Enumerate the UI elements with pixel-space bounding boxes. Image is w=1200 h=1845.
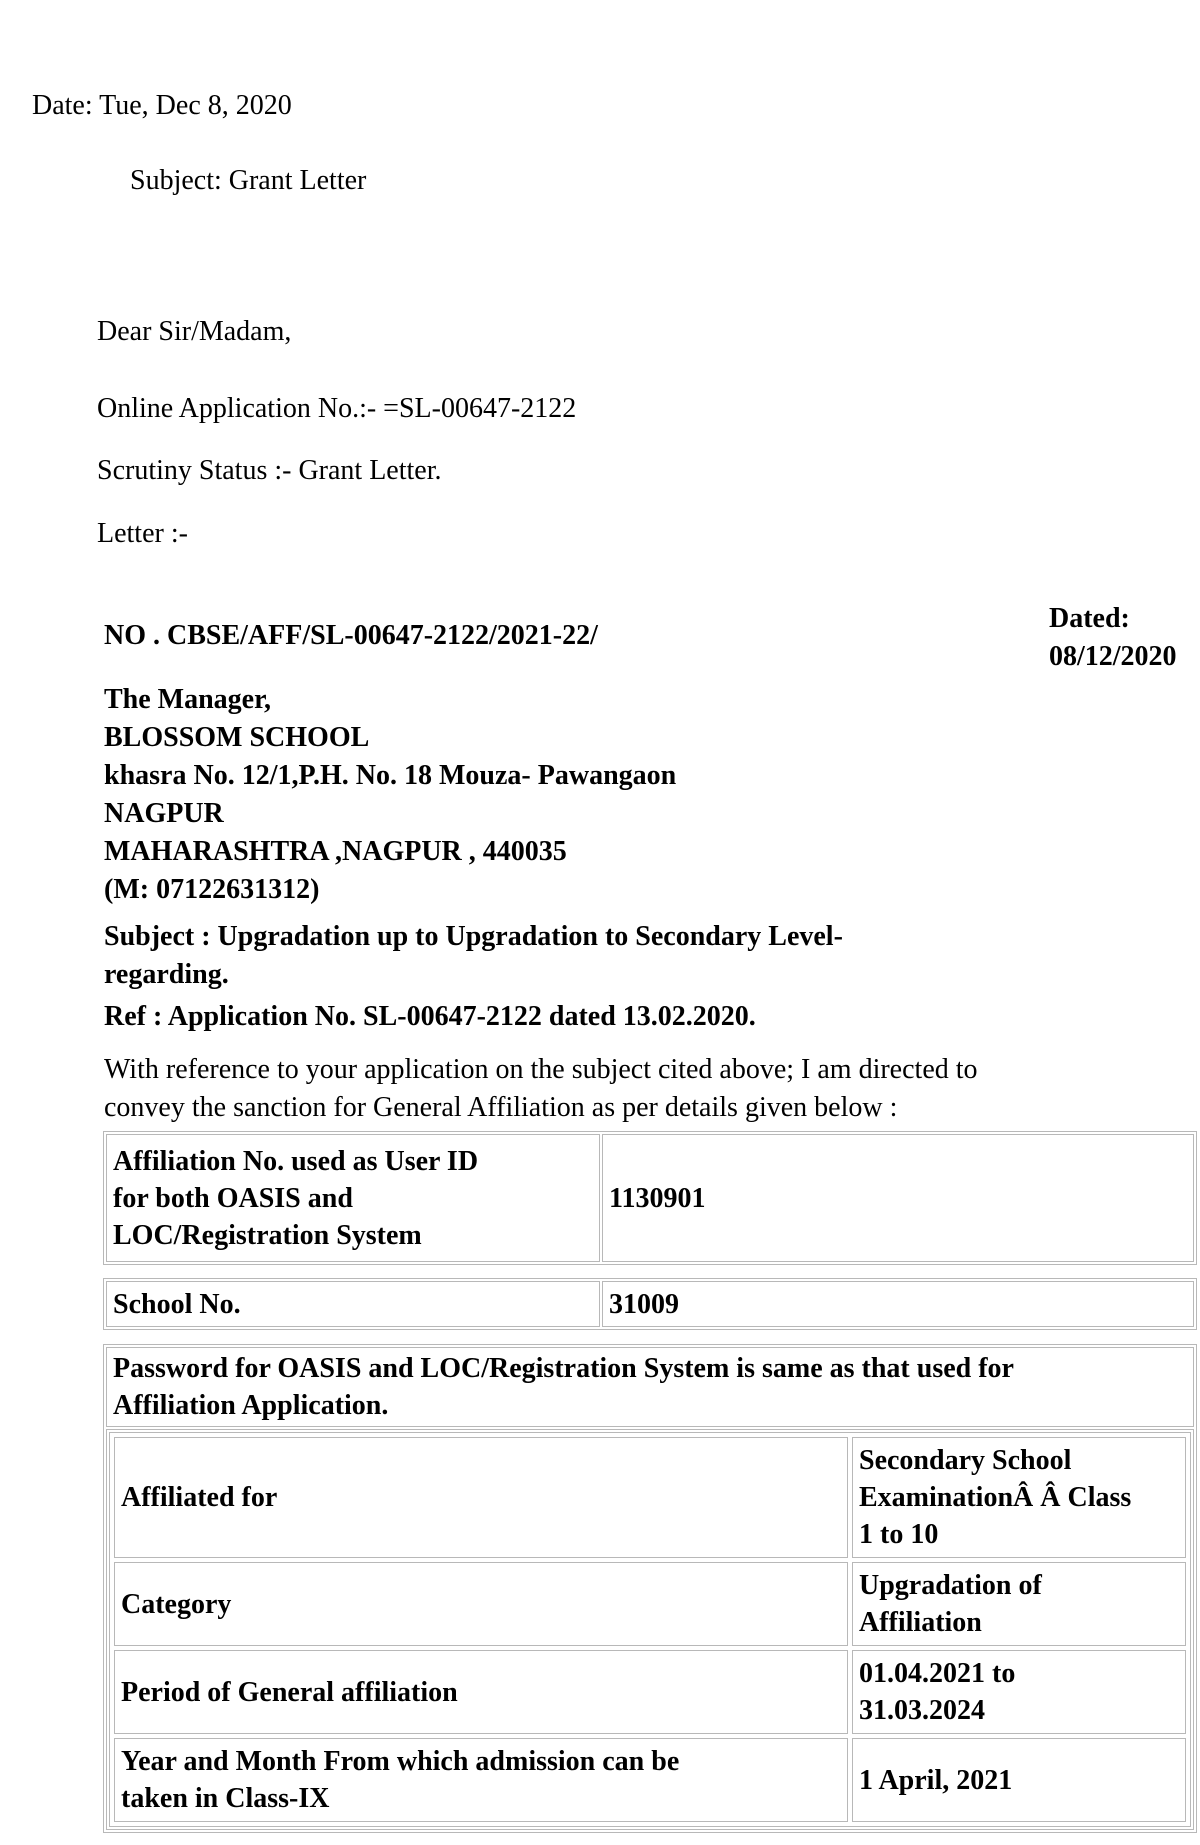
table-row	[114, 1650, 1186, 1734]
affiliation-label-line: for both OASIS and	[113, 1182, 353, 1214]
detail-value-line: 31.03.2024	[859, 1695, 985, 1726]
school-no-table	[103, 1278, 1197, 1330]
letter-subject-line: regarding.	[104, 959, 229, 990]
letter-subject-line: Subject : Upgradation up to Upgradation to Secondary Level-	[104, 921, 843, 952]
letter-ref: Ref : Application No. SL-00647-2122 dated 13.02.2020.	[104, 1001, 756, 1032]
affiliation-label-line: LOC/Registration System	[113, 1219, 422, 1251]
letter-label: Letter :-	[97, 518, 188, 549]
detail-value-line: 1 to 10	[859, 1519, 939, 1550]
online-application-no: Online Application No.:- =SL-00647-2122	[97, 393, 577, 424]
letter-body-line: With reference to your application on the subject cited above; I am directed to	[104, 1054, 978, 1085]
detail-value-line: Affiliation	[859, 1607, 982, 1638]
dated-label: Dated:	[1049, 603, 1130, 634]
dated-value: 08/12/2020	[1049, 641, 1177, 672]
school-no-label: School No.	[106, 1281, 600, 1327]
detail-value-line: Secondary School	[859, 1445, 1072, 1476]
letter-body-line: convey the sanction for General Affiliation as per details given below :	[104, 1092, 898, 1123]
school-no-value: 31009	[602, 1281, 1194, 1327]
address-line: The Manager,	[104, 684, 271, 715]
detail-label-line: Affiliated for	[121, 1482, 278, 1513]
password-note-line: Password for OASIS and LOC/Registration System is same as that used for	[113, 1353, 1014, 1384]
subject-line: Subject: Grant Letter	[130, 165, 367, 196]
affiliation-label	[106, 1134, 600, 1262]
detail-value-line: ExaminationÂ Â Class	[859, 1482, 1132, 1513]
letter-body	[104, 1051, 978, 1127]
letter-subject	[104, 918, 843, 994]
letter-ref-no: NO . CBSE/AFF/SL-00647-2122/2021-22/	[104, 620, 598, 651]
detail-label-line: taken in Class-IX	[121, 1783, 330, 1814]
detail-value	[852, 1437, 1186, 1558]
affiliation-value: 1130901	[602, 1134, 1194, 1262]
detail-label-line: Year and Month From which admission can be	[121, 1746, 680, 1777]
scrutiny-status: Scrutiny Status :- Grant Letter.	[97, 455, 442, 486]
table-row	[114, 1738, 1186, 1822]
password-details-table	[103, 1344, 1197, 1833]
detail-label	[114, 1650, 848, 1734]
detail-value	[852, 1650, 1186, 1734]
details-table	[109, 1432, 1191, 1827]
affiliation-table	[103, 1131, 1197, 1265]
address-line: BLOSSOM SCHOOL	[104, 722, 370, 753]
detail-label	[114, 1437, 848, 1558]
detail-label-line: Category	[121, 1588, 232, 1620]
detail-label	[114, 1562, 848, 1646]
detail-value-line: 1 April, 2021	[859, 1764, 1013, 1796]
detail-label-line: Period of General affiliation	[121, 1676, 458, 1708]
detail-value	[852, 1562, 1186, 1646]
salutation: Dear Sir/Madam,	[97, 316, 292, 347]
detail-value	[852, 1738, 1186, 1822]
affiliation-label-line: Affiliation No. used as User ID	[113, 1145, 479, 1177]
address-block	[104, 681, 676, 909]
details-container	[106, 1429, 1194, 1830]
detail-label	[114, 1738, 848, 1822]
date-line: Date: Tue, Dec 8, 2020	[32, 90, 292, 121]
letter-dated	[1049, 600, 1177, 676]
password-note-line: Affiliation Application.	[113, 1390, 389, 1421]
address-line: NAGPUR	[104, 798, 224, 829]
address-line: (M: 07122631312)	[104, 874, 320, 905]
detail-value-line: Upgradation of	[859, 1570, 1042, 1601]
table-row	[114, 1437, 1186, 1558]
address-line: khasra No. 12/1,P.H. No. 18 Mouza- Pawangaon	[104, 760, 677, 791]
table-row	[114, 1562, 1186, 1646]
address-line: MAHARASHTRA ,NAGPUR , 440035	[104, 836, 567, 867]
password-note	[106, 1347, 1194, 1427]
detail-value-line: 01.04.2021 to	[859, 1658, 1016, 1689]
